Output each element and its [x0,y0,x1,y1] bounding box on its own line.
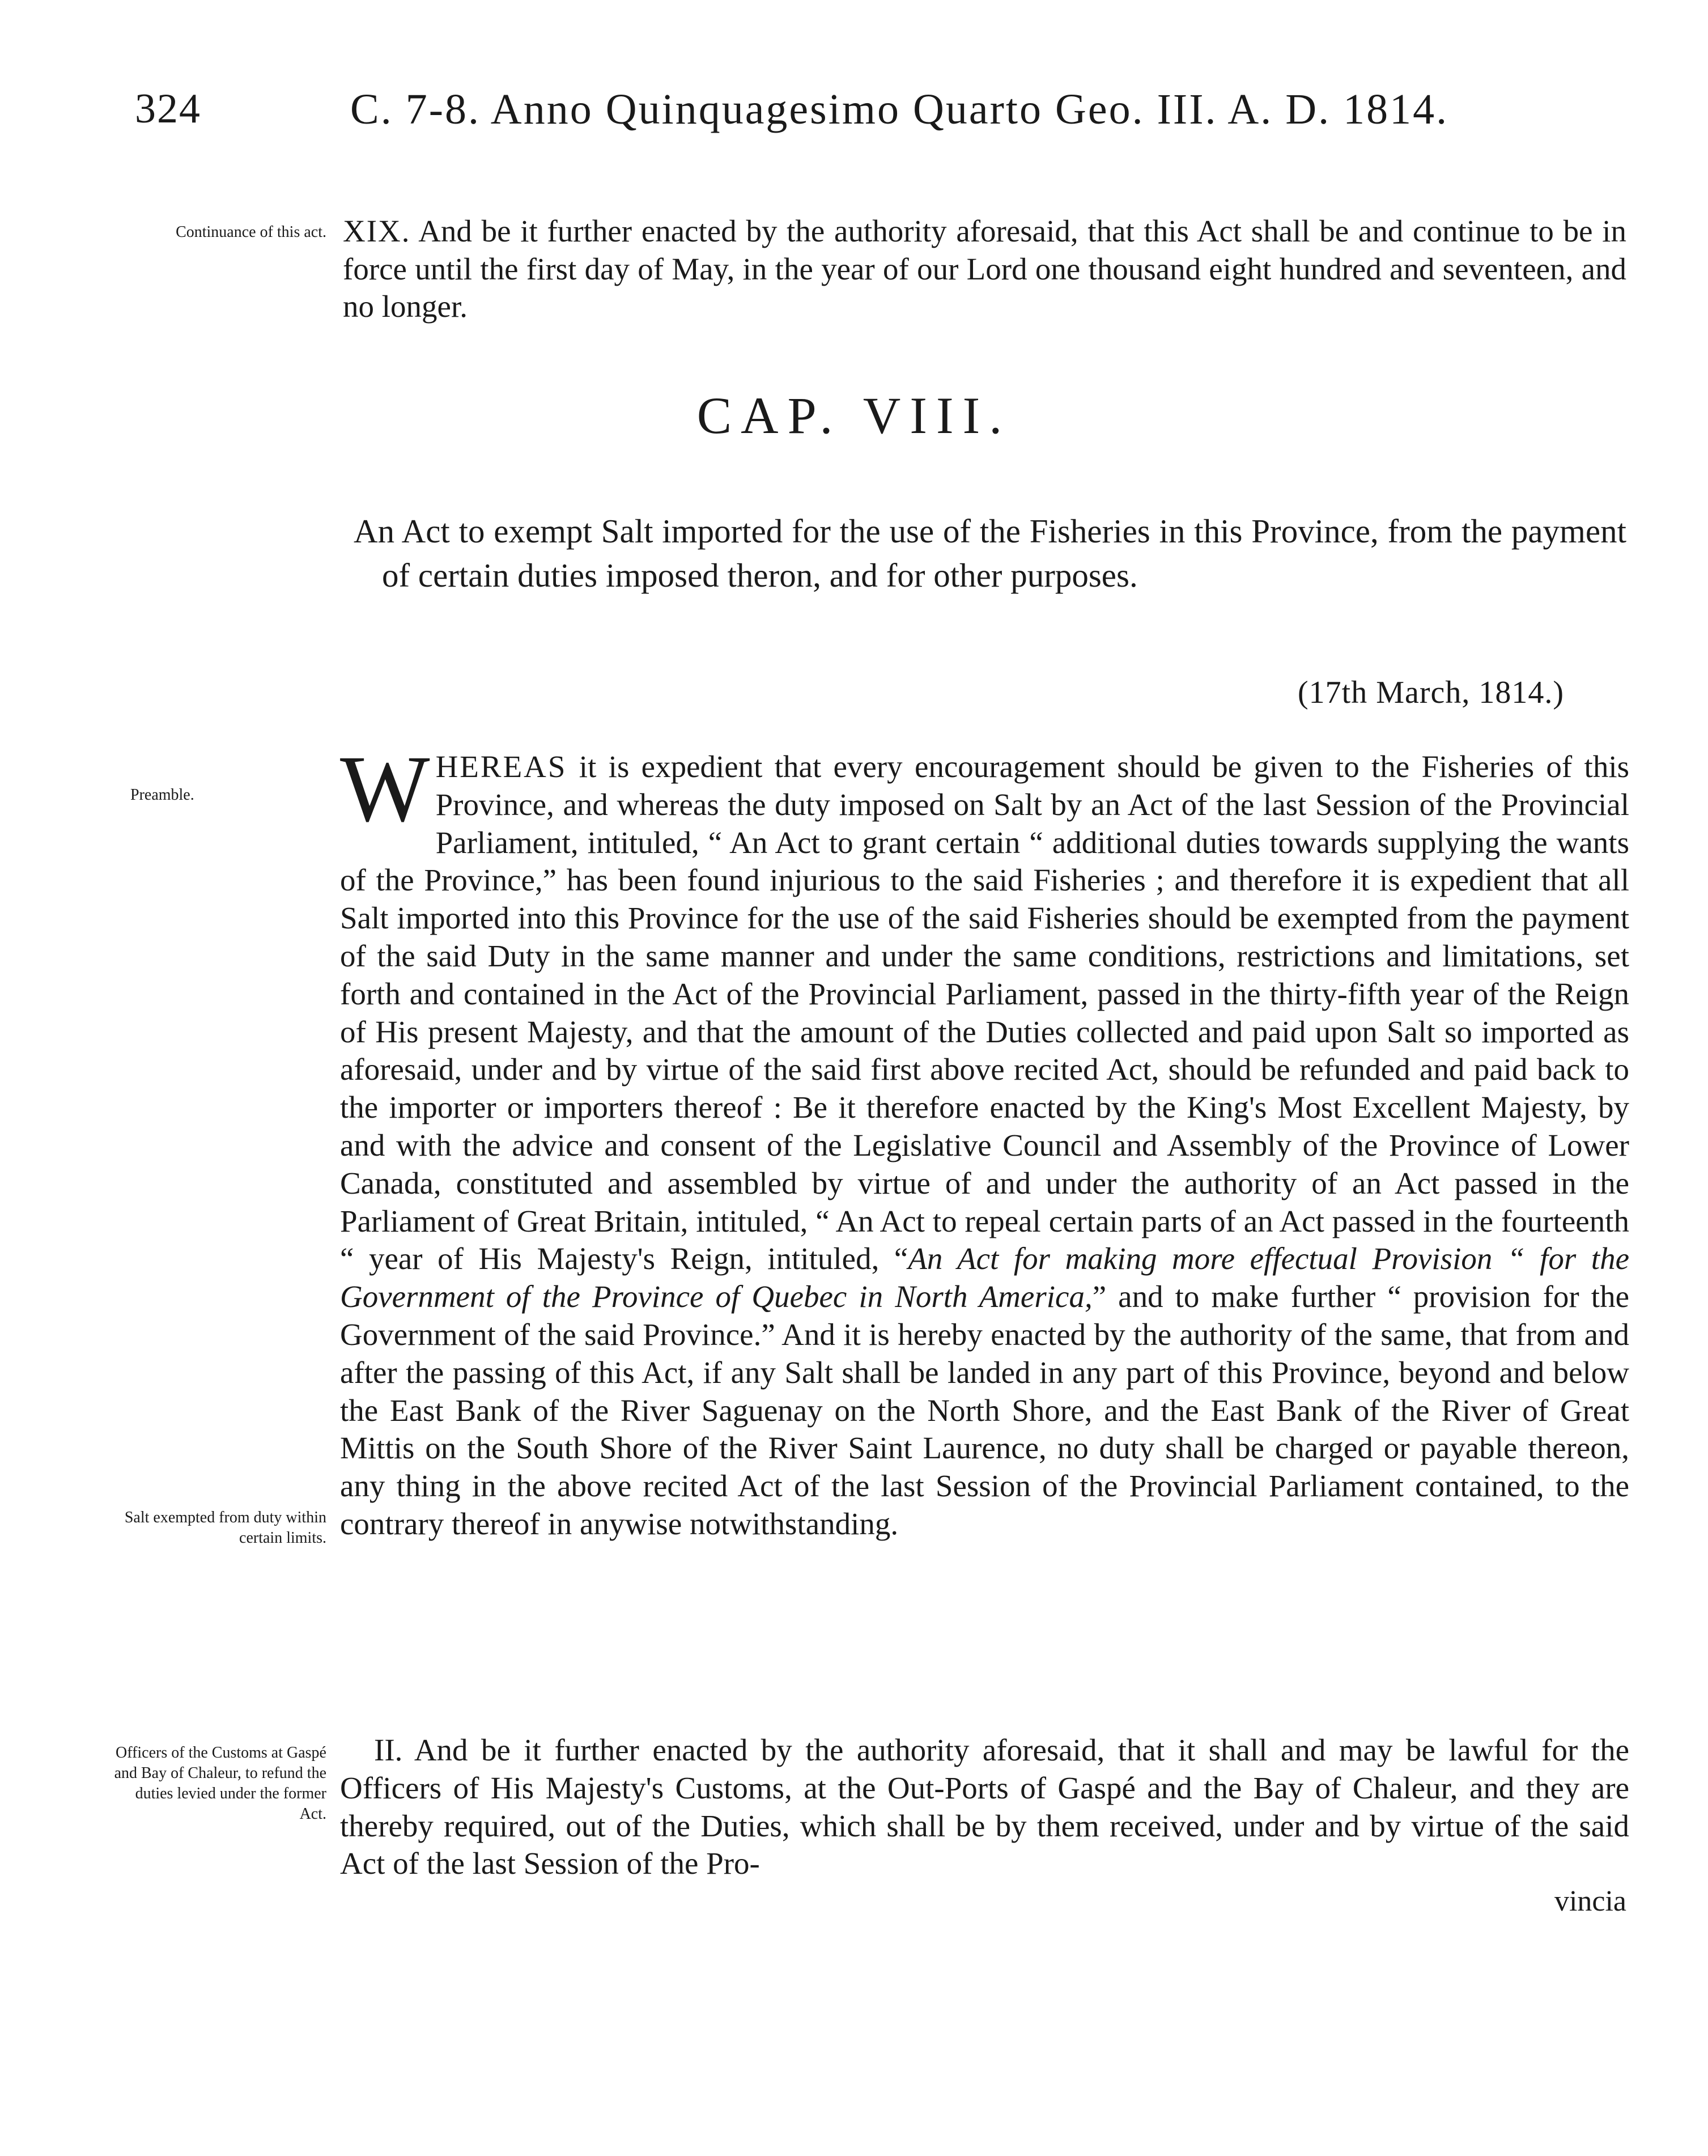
running-head-title: C. 7-8. Anno Quinquagesimo Quarto Geo. III. A. D. 1814. [350,86,1449,133]
section-ii-number: II. [374,1733,403,1767]
margin-note-preamble: Preamble. [130,786,194,804]
running-head [135,85,1637,147]
section-number: XIX. [343,214,411,248]
chapter-heading: CAP. VIII. [696,387,1012,444]
section-ii-text: And be it further enacted by the authority aforesaid, that it shall and may be lawful for the Officers of His Majesty's Customs, at the Out-Ports of Gaspé and the Bay of Chaleur, and they are thereby required, out of the Duties, which shall be by them received, under and by virtue of the said Act of the last Session of the Pro- [340,1733,1629,1881]
section-xix-text: And be it further enacted by the authority aforesaid, that this Act shall be and continue to be in force until the first day of May, in the year of our Lord one thousand eight hundred and seventeen, and no longer. [343,214,1626,324]
opening-word: HEREAS [435,749,567,784]
section-xix [343,213,1626,326]
margin-note-officers: Officers of the Customs at Gaspé and Bay of Chaleur, to refund the duties levied under the former Act. [114,1744,326,1823]
preamble-italic-title: An Act for making more effectual Provision “ for the Government of the Province of Quebec in North America, [340,1241,1629,1314]
drop-cap: W [340,736,430,842]
page-number: 324 [135,86,201,132]
section-ii [340,1731,1629,1883]
margin-note-continuance: Continuance of this act. [176,223,326,241]
margin-note-salt-exempted: Salt exempted from duty within certain limits. [124,1509,326,1547]
preamble-text [340,736,1630,1543]
preamble-part-1: it is expedient that every encouragement should be given to the Fisheries of this Province, and whereas the duty imposed on Salt by an Act of the last Session of the Provincial Parliament, intituled, “ An Act to grant certain “ additional duties towards supplying the wants of the Province,” has been found injurious to the said Fisheries ; and therefore it is expedient that all Salt imported into this Province for the use of the said Fisheries should be exempted from the payment of the said Duty in the same manner and under the same conditions, restrictions and limitations, set forth and contained in the Act of the Provincial Parliament, passed in the thirty-fifth year of the Reign of His present Majesty, and that the amount of the Duties collected and paid upon Salt so imported as aforesaid, under and by virtue of the said first above recited Act, should be refunded and paid back to the importer or importers thereof : Be it therefore enacted by the King's Most Excellent Majesty, by and with the advice and consent of the Legislative Council and Assembly of the Province of Lower Canada, constituted and assembled by virtue of and under the authority of an Act passed in the Parliament of Great Britain, intituled, “ An Act to repeal certain parts of an Act passed in the fourteenth “ year of His Majesty's Reign, intituled, “ [340,749,1630,1276]
act-title: An Act to exempt Salt imported for the use of the Fisheries in this Province, from the payment of certain duties imposed theron, and for other purposes. [354,512,1626,594]
act-date: (17th March, 1814.) [1297,675,1564,710]
preamble-part-2: ” and to make further “ provision for the Government of the said Province.” And it is hereby enacted by the authority of the same, that from and after the passing of this Act, if any Salt shall be landed in any part of this Province, beyond and below the East Bank of the River Saguenay on the North Shore, and the East Bank of the River of Great Mittis on the South Shore of the River Saint Laurence, no duty shall be charged or payable thereon, any thing in the above recited Act of the last Session of the Provincial Parliament contained, to the contrary thereof in anywise notwithstanding. [340,1279,1629,1541]
catchword: vincia [1554,1885,1626,1917]
